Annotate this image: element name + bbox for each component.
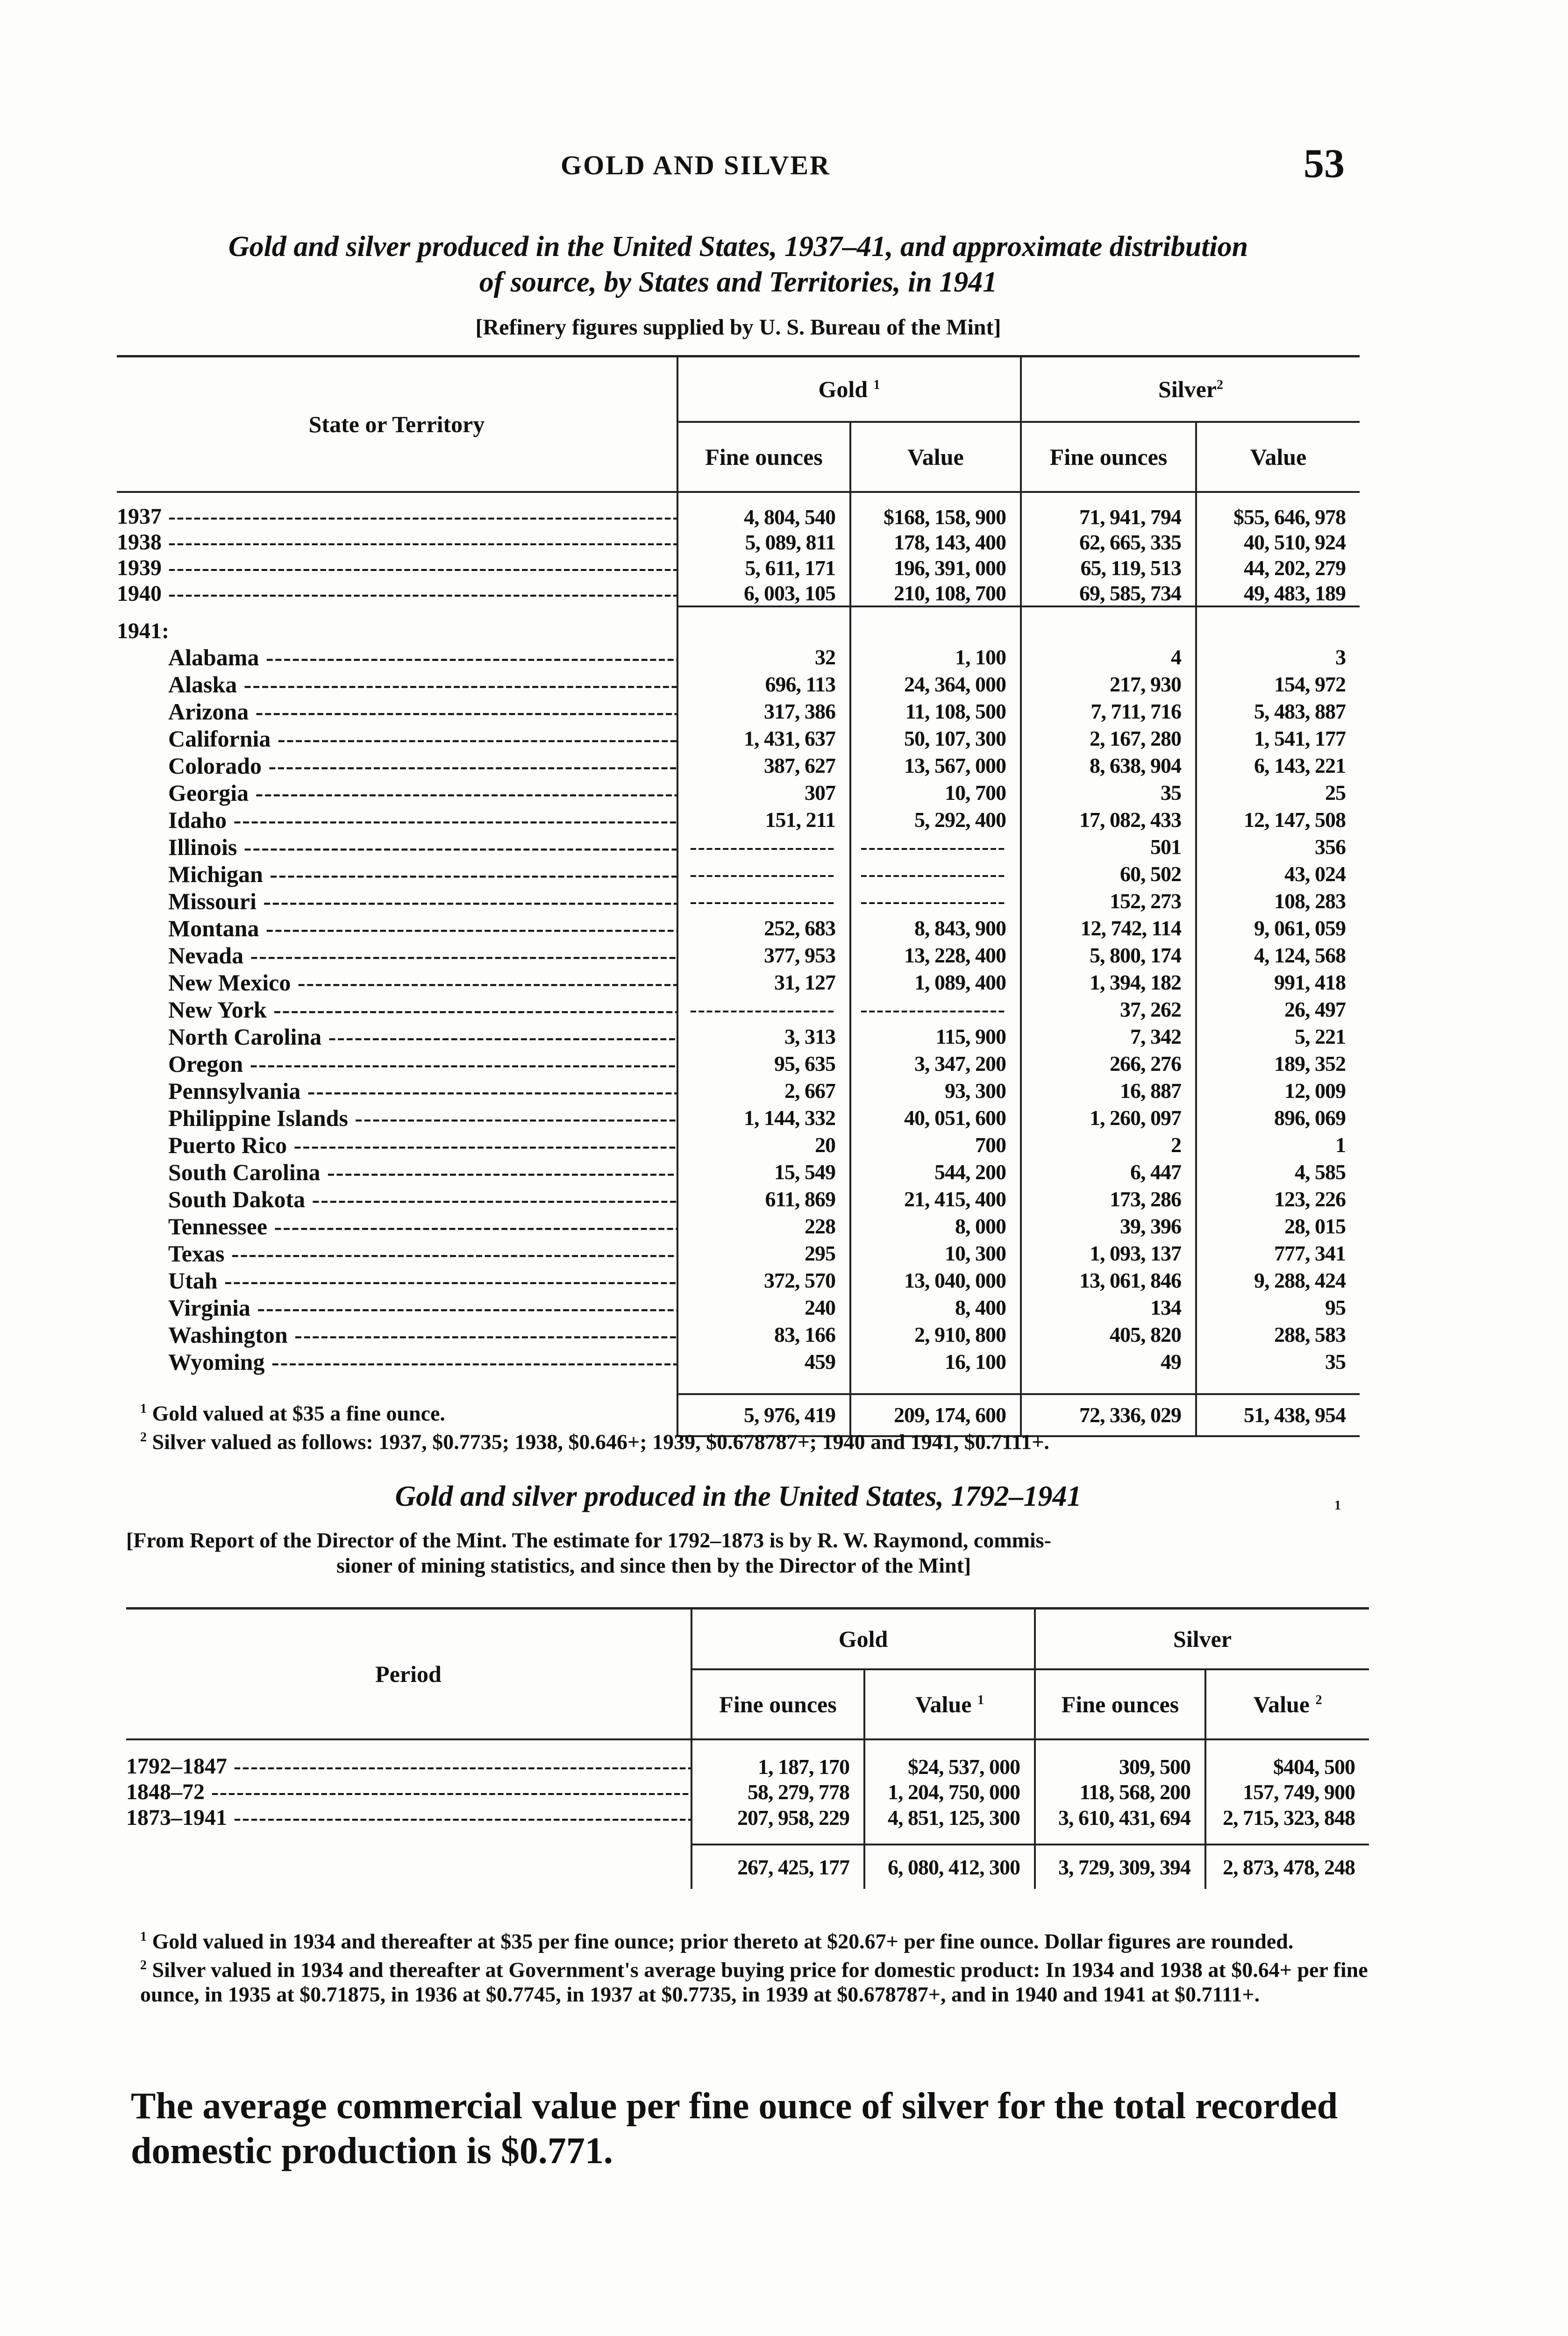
silver-oz: 173, 286 <box>1021 1186 1196 1213</box>
gold-value: 16, 100 <box>850 1348 1021 1375</box>
state-row <box>117 1348 1360 1375</box>
gold-oz: 3, 313 <box>677 1023 850 1050</box>
silver-oz: 62, 665, 335 <box>1021 529 1196 555</box>
state-name: Washington ----- <box>117 1321 677 1348</box>
spacer-cell <box>1205 1830 1369 1845</box>
gold-oz: 1, 187, 170 <box>691 1739 864 1779</box>
gold-oz <box>677 888 850 915</box>
period-row <box>126 1805 1369 1830</box>
period-label: 1792–1847 ----- <box>126 1739 691 1779</box>
state-row <box>117 1050 1360 1077</box>
silver-oz: 405, 820 <box>1021 1321 1196 1348</box>
silver-oz: 13, 061, 846 <box>1021 1267 1196 1294</box>
silver-oz: 37, 262 <box>1021 996 1196 1023</box>
state-name: Pennsylvania ----- <box>117 1077 677 1104</box>
silver-value: 26, 497 <box>1196 996 1360 1023</box>
year-1941-row <box>117 606 1360 644</box>
gold-value <box>850 861 1021 888</box>
spacer-cell <box>117 1375 677 1394</box>
table1-caption <box>117 229 1360 300</box>
state-name: Virginia ----- <box>117 1294 677 1321</box>
year-row <box>117 555 1360 581</box>
table2-footnotes <box>140 1925 1374 2007</box>
state-name: Philippine Islands ----- <box>117 1104 677 1132</box>
silver-oz: 152, 273 <box>1021 888 1196 915</box>
state-row <box>117 915 1360 942</box>
state-name: Montana ----- <box>117 915 677 942</box>
gold-value: 50, 107, 300 <box>850 725 1021 752</box>
gold-value <box>850 888 1021 915</box>
silver-value: 4, 124, 568 <box>1196 942 1360 969</box>
gold-oz: 207, 958, 229 <box>691 1805 864 1830</box>
silver-oz: 5, 800, 174 <box>1021 942 1196 969</box>
running-head-title: GOLD AND SILVER <box>561 150 831 180</box>
gold-value: 2, 910, 800 <box>850 1321 1021 1348</box>
state-name: California ----- <box>117 725 677 752</box>
state-name: Oregon ----- <box>117 1050 677 1077</box>
silver-value: 25 <box>1196 779 1360 806</box>
silver-oz: 4 <box>1021 644 1196 671</box>
silver-value: 1 <box>1196 1132 1360 1159</box>
gold-value: 1, 089, 400 <box>850 969 1021 996</box>
t2-total-silver-oz: 3, 729, 309, 394 <box>1035 1845 1205 1889</box>
gold-oz: 95, 635 <box>677 1050 850 1077</box>
silver-oz: 7, 342 <box>1021 1023 1196 1050</box>
gold-value: 93, 300 <box>850 1077 1021 1104</box>
silver-value: 288, 583 <box>1196 1321 1360 1348</box>
silver-value: 5, 221 <box>1196 1023 1360 1050</box>
t2-header-silver: Silver <box>1035 1609 1369 1669</box>
state-row <box>117 752 1360 779</box>
table2 <box>126 1607 1369 1889</box>
gold-oz: 228 <box>677 1213 850 1240</box>
period-row <box>126 1739 1369 1779</box>
table2-caption-mark: 1 <box>1334 1498 1341 1513</box>
table1-years <box>117 492 1360 606</box>
silver-value: 154, 972 <box>1196 671 1360 698</box>
gold-oz: 6, 003, 105 <box>677 581 850 606</box>
table1-caption-line1: Gold and silver produced in the United States, 1937–41, and approximate distribution <box>228 231 1248 263</box>
gold-oz <box>677 861 850 888</box>
silver-oz: 2, 167, 280 <box>1021 725 1196 752</box>
gold-value: 13, 567, 000 <box>850 752 1021 779</box>
silver-value: 95 <box>1196 1294 1360 1321</box>
state-name: Arizona ----- <box>117 698 677 725</box>
gold-value: 3, 347, 200 <box>850 1050 1021 1077</box>
state-name: New York ----- <box>117 996 677 1023</box>
spacer-cell <box>691 1830 864 1845</box>
silver-value: 5, 483, 887 <box>1196 698 1360 725</box>
gold-value: $168, 158, 900 <box>850 492 1021 529</box>
silver-value: 4, 585 <box>1196 1159 1360 1186</box>
state-name: South Carolina ----- <box>117 1159 677 1186</box>
total-gold-value: 209, 174, 600 <box>850 1394 1021 1436</box>
spacer-cell <box>864 1830 1035 1845</box>
gold-oz <box>677 833 850 861</box>
state-row <box>117 1321 1360 1348</box>
table2-source-line2: sioner of mining statistics, and since then by the Director of the Mint] <box>336 1553 971 1577</box>
t2-header-silver-fine-ounces: Fine ounces <box>1035 1669 1205 1739</box>
header-silver-value: Value <box>1196 422 1360 492</box>
state-row <box>117 698 1360 725</box>
closing-note: The average commercial value per fine ounce of silver for the total recorded domestic production is $0.771. <box>131 2086 1338 2172</box>
gold-value: 178, 143, 400 <box>850 529 1021 555</box>
gold-oz: 240 <box>677 1294 850 1321</box>
table1-footnotes <box>140 1397 1378 1454</box>
gold-oz: 317, 386 <box>677 698 850 725</box>
state-name: Missouri ----- <box>117 888 677 915</box>
silver-value: 896, 069 <box>1196 1104 1360 1132</box>
silver-oz: 7, 711, 716 <box>1021 698 1196 725</box>
gold-value: 8, 400 <box>850 1294 1021 1321</box>
gold-value: 5, 292, 400 <box>850 806 1021 833</box>
table2-source-line1: [From Report of the Director of the Mint. The estimate for 1792–1873 is by R. W. Raymond, commis- <box>126 1528 1051 1552</box>
gold-oz: 387, 627 <box>677 752 850 779</box>
table1-states <box>117 606 1360 1394</box>
state-name: Puerto Rico ----- <box>117 1132 677 1159</box>
gold-value: 700 <box>850 1132 1021 1159</box>
year-label: 1938 ----- <box>117 529 677 555</box>
gold-oz: 1, 431, 637 <box>677 725 850 752</box>
t2-header-gold-fine-ounces: Fine ounces <box>691 1669 864 1739</box>
silver-value: 157, 749, 900 <box>1205 1779 1369 1805</box>
table2-rows <box>126 1739 1369 1845</box>
silver-value: 40, 510, 924 <box>1196 529 1360 555</box>
silver-oz: 134 <box>1021 1294 1196 1321</box>
spacer-row <box>117 1375 1360 1394</box>
silver-value: 43, 024 <box>1196 861 1360 888</box>
gold-value <box>850 996 1021 1023</box>
spacer-cell <box>1021 606 1196 644</box>
gold-value: 10, 700 <box>850 779 1021 806</box>
gold-value: 40, 051, 600 <box>850 1104 1021 1132</box>
state-name: Michigan ----- <box>117 861 677 888</box>
state-row <box>117 996 1360 1023</box>
gold-oz: 2, 667 <box>677 1077 850 1104</box>
silver-oz: 501 <box>1021 833 1196 861</box>
silver-oz: 49 <box>1021 1348 1196 1375</box>
gold-value: 13, 228, 400 <box>850 942 1021 969</box>
state-row <box>117 1023 1360 1050</box>
state-name: New Mexico ----- <box>117 969 677 996</box>
table2-caption: Gold and silver produced in the United States, 1792–1941 1 <box>117 1479 1360 1514</box>
page-number: 53 <box>1304 141 1345 186</box>
running-head <box>0 140 1568 192</box>
gold-oz: 15, 549 <box>677 1159 850 1186</box>
spacer-cell <box>1035 1830 1205 1845</box>
spacer-cell <box>126 1830 691 1845</box>
silver-oz: 65, 119, 513 <box>1021 555 1196 581</box>
t2-header-gold-value: Value $^1$ <box>864 1669 1035 1739</box>
state-row <box>117 644 1360 671</box>
silver-oz: 35 <box>1021 779 1196 806</box>
state-row <box>117 888 1360 915</box>
gold-value: 24, 364, 000 <box>850 671 1021 698</box>
header-gold-value: Value <box>850 422 1021 492</box>
gold-value: $24, 537, 000 <box>864 1739 1035 1779</box>
silver-value: 777, 341 <box>1196 1240 1360 1267</box>
gold-value <box>850 833 1021 861</box>
silver-oz: 8, 638, 904 <box>1021 752 1196 779</box>
table2-total <box>126 1845 1369 1889</box>
state-row <box>117 833 1360 861</box>
year-label: 1937 ----- <box>117 492 677 529</box>
total-gold-oz: 5, 976, 419 <box>677 1394 850 1436</box>
state-row <box>117 725 1360 752</box>
gold-oz: 307 <box>677 779 850 806</box>
state-row <box>117 861 1360 888</box>
silver-value: 3 <box>1196 644 1360 671</box>
silver-oz: 3, 610, 431, 694 <box>1035 1805 1205 1830</box>
table1 <box>117 355 1360 1437</box>
silver-oz: 39, 396 <box>1021 1213 1196 1240</box>
state-row <box>117 1213 1360 1240</box>
silver-value: 28, 015 <box>1196 1213 1360 1240</box>
spacer-cell <box>850 606 1021 644</box>
header-gold: Gold $^1$ <box>677 356 1021 422</box>
gold-value: 544, 200 <box>850 1159 1021 1186</box>
state-name: North Carolina ----- <box>117 1023 677 1050</box>
gold-value: 10, 300 <box>850 1240 1021 1267</box>
gold-value: 1, 204, 750, 000 <box>864 1779 1035 1805</box>
silver-value: 6, 143, 221 <box>1196 752 1360 779</box>
total-silver-value: 51, 438, 954 <box>1196 1394 1360 1436</box>
year-row <box>117 492 1360 529</box>
state-row <box>117 942 1360 969</box>
state-row <box>117 779 1360 806</box>
state-name: Texas ----- <box>117 1240 677 1267</box>
silver-oz: 1, 260, 097 <box>1021 1104 1196 1132</box>
state-row <box>117 671 1360 698</box>
table1-source-note: [Refinery figures supplied by U. S. Bureau of the Mint] <box>475 315 1001 340</box>
state-row <box>117 1132 1360 1159</box>
gold-oz: 1, 144, 332 <box>677 1104 850 1132</box>
gold-oz: 696, 113 <box>677 671 850 698</box>
silver-value: 356 <box>1196 833 1360 861</box>
state-row <box>117 1186 1360 1213</box>
silver-oz: 6, 447 <box>1021 1159 1196 1186</box>
silver-value: 12, 009 <box>1196 1077 1360 1104</box>
gold-oz: 5, 089, 811 <box>677 529 850 555</box>
period-label: 1848–72 ----- <box>126 1779 691 1805</box>
gold-oz: 252, 683 <box>677 915 850 942</box>
silver-oz: 69, 585, 734 <box>1021 581 1196 606</box>
silver-oz: 71, 941, 794 <box>1021 492 1196 529</box>
table1-footnote-2: $^2$ Silver valued as follows: 1937, $0.7735; 1938, $0.646+; 1939, $0.678787+; 1940 and 1941, $0.7111+. <box>140 1430 1049 1454</box>
silver-value: 49, 483, 189 <box>1196 581 1360 606</box>
state-row <box>117 1104 1360 1132</box>
silver-oz: 118, 568, 200 <box>1035 1779 1205 1805</box>
state-name: Alaska ----- <box>117 671 677 698</box>
state-name: Wyoming ----- <box>117 1348 677 1375</box>
t2-total-gold-value: 6, 080, 412, 300 <box>864 1845 1035 1889</box>
t2-header-silver-value: Value $^2$ <box>1205 1669 1369 1739</box>
state-name: Tennessee ----- <box>117 1213 677 1240</box>
table2-footnote-1: $^1$ Gold valued in 1934 and thereafter at $35 per fine ounce; prior thereto at $20.67+ per fine ounce. Dollar figures are rounded. <box>140 1929 1294 1953</box>
gold-value: 21, 415, 400 <box>850 1186 1021 1213</box>
gold-value: 196, 391, 000 <box>850 555 1021 581</box>
t2-total-silver-value: 2, 873, 478, 248 <box>1205 1845 1369 1889</box>
spacer-cell <box>677 606 850 644</box>
state-name: South Dakota ----- <box>117 1186 677 1213</box>
gold-value: 210, 108, 700 <box>850 581 1021 606</box>
year-row <box>117 529 1360 555</box>
table1-caption-line2: of source, by States and Territories, in 1941 <box>479 266 998 298</box>
header-state: State or Territory <box>117 356 677 492</box>
gold-value: 8, 843, 900 <box>850 915 1021 942</box>
table1-footnote-1: $^1$ Gold valued at $35 a fine ounce. <box>140 1401 445 1425</box>
gold-oz <box>677 996 850 1023</box>
year-label: 1939 ----- <box>117 555 677 581</box>
silver-oz: 2 <box>1021 1132 1196 1159</box>
header-silver-fine-ounces: Fine ounces <box>1021 422 1196 492</box>
silver-value: 9, 061, 059 <box>1196 915 1360 942</box>
gold-value: 4, 851, 125, 300 <box>864 1805 1035 1830</box>
spacer-cell <box>1196 1375 1360 1394</box>
gold-oz: 32 <box>677 644 850 671</box>
year-label: 1940 ----- <box>117 581 677 606</box>
state-name: Colorado ----- <box>117 752 677 779</box>
year-row <box>117 581 1360 606</box>
state-row <box>117 1240 1360 1267</box>
gold-value: 13, 040, 000 <box>850 1267 1021 1294</box>
state-name: Alabama ----- <box>117 644 677 671</box>
state-name: Nevada ----- <box>117 942 677 969</box>
gold-oz: 58, 279, 778 <box>691 1779 864 1805</box>
silver-value: 35 <box>1196 1348 1360 1375</box>
silver-oz: 17, 082, 433 <box>1021 806 1196 833</box>
gold-oz: 377, 953 <box>677 942 850 969</box>
state-row <box>117 1294 1360 1321</box>
total-silver-oz: 72, 336, 029 <box>1021 1394 1196 1436</box>
table2-footnote-2: $^2$ Silver valued in 1934 and thereafter at Government's average buying price for domestic product: In 1934 and 1938 at $0.64+ per fine ounce, in 1935 at $0.71875, in 1936 at $0.7745, in 1937 at $0.7735, in 1939 at $0.678787+, and in 1940 and 1941 at $0.7111+. <box>140 1958 1368 2006</box>
silver-oz: 60, 502 <box>1021 861 1196 888</box>
gold-oz: 5, 611, 171 <box>677 555 850 581</box>
gold-oz: 459 <box>677 1348 850 1375</box>
period-row <box>126 1779 1369 1805</box>
silver-value: 189, 352 <box>1196 1050 1360 1077</box>
t2-header-period: Period <box>126 1609 691 1739</box>
table2-source-note <box>126 1528 1378 1578</box>
t2-total-gold-oz: 267, 425, 177 <box>691 1845 864 1889</box>
gold-oz: 20 <box>677 1132 850 1159</box>
silver-value: $404, 500 <box>1205 1739 1369 1779</box>
gold-oz: 151, 211 <box>677 806 850 833</box>
silver-oz: 12, 742, 114 <box>1021 915 1196 942</box>
spacer-cell <box>1021 1375 1196 1394</box>
state-row <box>117 1077 1360 1104</box>
gold-oz: 31, 127 <box>677 969 850 996</box>
gold-oz: 83, 166 <box>677 1321 850 1348</box>
spacer-cell <box>677 1375 850 1394</box>
silver-value: 9, 288, 424 <box>1196 1267 1360 1294</box>
gold-oz: 611, 869 <box>677 1186 850 1213</box>
spacer-cell <box>1196 606 1360 644</box>
t2-header-gold: Gold <box>691 1609 1035 1669</box>
state-row <box>117 1267 1360 1294</box>
state-row <box>117 1159 1360 1186</box>
silver-oz: 266, 276 <box>1021 1050 1196 1077</box>
silver-value: 1, 541, 177 <box>1196 725 1360 752</box>
silver-value: 991, 418 <box>1196 969 1360 996</box>
period-label: 1873–1941 ----- <box>126 1805 691 1830</box>
year-1941-label: 1941: <box>117 618 169 643</box>
silver-oz: 309, 500 <box>1035 1739 1205 1779</box>
silver-value: 108, 283 <box>1196 888 1360 915</box>
state-name: Utah ----- <box>117 1267 677 1294</box>
state-name: Idaho ----- <box>117 806 677 833</box>
spacer-cell <box>850 1375 1021 1394</box>
state-row <box>117 806 1360 833</box>
state-name: Illinois ----- <box>117 833 677 861</box>
gold-oz: 4, 804, 540 <box>677 492 850 529</box>
gold-value: 11, 108, 500 <box>850 698 1021 725</box>
silver-value: 2, 715, 323, 848 <box>1205 1805 1369 1830</box>
state-name: Georgia ----- <box>117 779 677 806</box>
state-row <box>117 969 1360 996</box>
silver-oz: 16, 887 <box>1021 1077 1196 1104</box>
silver-value: 44, 202, 279 <box>1196 555 1360 581</box>
spacer-row <box>126 1830 1369 1845</box>
silver-oz: 217, 930 <box>1021 671 1196 698</box>
gold-oz: 372, 570 <box>677 1267 850 1294</box>
gold-oz: 295 <box>677 1240 850 1267</box>
silver-value: 123, 226 <box>1196 1186 1360 1213</box>
silver-oz: 1, 394, 182 <box>1021 969 1196 996</box>
silver-value: 12, 147, 508 <box>1196 806 1360 833</box>
silver-oz: 1, 093, 137 <box>1021 1240 1196 1267</box>
silver-value: $55, 646, 978 <box>1196 492 1360 529</box>
header-silver: Silver$^2$ <box>1021 356 1360 422</box>
gold-value: 8, 000 <box>850 1213 1021 1240</box>
gold-value: 1, 100 <box>850 644 1021 671</box>
header-gold-fine-ounces: Fine ounces <box>677 422 850 492</box>
gold-value: 115, 900 <box>850 1023 1021 1050</box>
